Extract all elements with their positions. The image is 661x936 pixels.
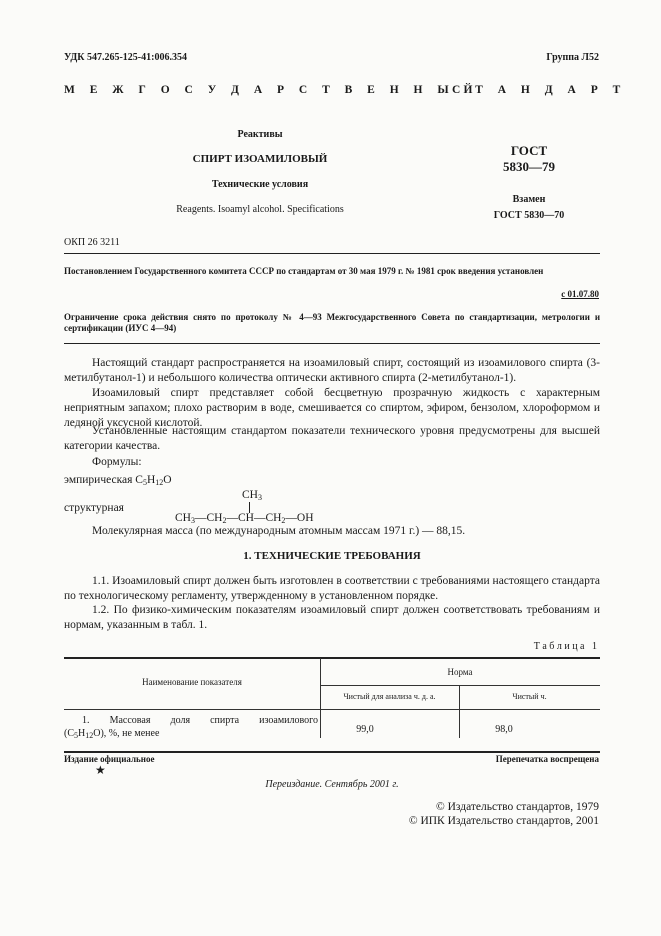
reissue-note: Переиздание. Сентябрь 2001 г. [265, 779, 399, 790]
table-row-1-value-2: 98,0 [495, 724, 513, 735]
decree-text: Постановлением Государственного комитета СССР по стандартам от 30 мая 1979 г. № 1981 срок введения установлен [64, 266, 544, 276]
document-subtitle: Технические условия [211, 179, 309, 190]
col-header-norm: Норма [447, 667, 473, 677]
document-title: СПИРТ ИЗОАМИЛОВЫЙ [192, 153, 328, 165]
paragraph-3: Установленные настоящим стандартом показатели технического уровня предусмотрены для высшей категории качества. [64, 425, 600, 452]
category-label: Реактивы [237, 129, 283, 140]
molar-mass: Молекулярная масса (по международным атомным массам 1971 г.) — 88,15. [92, 525, 466, 537]
table-top-rule [64, 657, 600, 659]
structural-ch3-top: $CH_3$ [242, 489, 262, 502]
udk-code: УДК 547.265-125-41:006.354 [64, 52, 187, 63]
group-code: Группа Л52 [546, 52, 599, 63]
col-header-name: Наименование показателя [142, 677, 242, 687]
clause-1-2: 1.2. По физико-химическим показателям изоамиловый спирт должен соответствовать требованиям и нормам, указанным в табл. 1. [64, 604, 600, 631]
banner-interstate: М Е Ж Г О С У Д А Р С Т В Е Н Н Ы Й [64, 84, 479, 96]
star-icon: ★ [95, 763, 106, 777]
paragraph-2: Изоамиловый спирт представляет собой бесцветную прозрачную жидкость с характерным неприятным запахом; плохо растворим в воде, смешивается со спиртом, эфиром, бензолом, хлороформом и ледяной уксусной кислотой. [64, 387, 600, 429]
okp-code: ОКП 26 3211 [64, 237, 120, 248]
copyright-1979: © Издательство стандартов, 1979 [435, 801, 599, 813]
banner-standard: С Т А Н Д А Р Т [452, 84, 627, 96]
table-caption: Т а б л и ц а 1 [533, 641, 597, 652]
copyright-2001: © ИПК Издательство стандартов, 2001 [408, 815, 599, 827]
clause-1-1: 1.1. Изоамиловый спирт должен быть изготовлен в соответствии с требованиями настоящего стандарта по технологическому регламенту, утвержденному в установленном порядке. [64, 575, 600, 602]
restriction-text: Ограничение срока действия снято по протоколу № 4—93 Межгосударственного Совета по стандартизации, метрологии и сертификации (ИУС 4—94) [64, 312, 600, 333]
replaces-label: Взамен [512, 194, 546, 205]
table-header-rule [64, 709, 600, 710]
paragraph-1: Настоящий стандарт распространяется на изоамиловый спирт, состоящий из изоамилового спирта (3-метилбутанол-1) и небольшого количества оптически активного спирта (2-метилбутанол-1). [64, 357, 600, 384]
gost-label: ГОСТ [510, 143, 548, 158]
divider-mid [64, 343, 600, 344]
formulas-label: Формулы: [92, 456, 142, 468]
table-row-1-value-1: 99,0 [356, 724, 374, 735]
empirical-formula: эмпирическая $C_5H_{12}O$ [64, 474, 172, 487]
table-row-1-name: 1. Массовая доля спирта изоамилового $(C_5H_{12}O)$, %, не менее [64, 715, 318, 740]
structural-chain: $CH_3—CH_2—CH—CH_2—OH$ [175, 512, 314, 525]
decree-date: с 01.07.80 [561, 289, 599, 299]
col-header-pure-analysis: Чистый для анализа ч. д. а. [343, 692, 436, 701]
gost-number: 5830—79 [503, 159, 555, 174]
divider-footer [64, 751, 600, 753]
official-edition: Издание официальное [64, 754, 155, 764]
section-heading: 1. ТЕХНИЧЕСКИЕ ТРЕБОВАНИЯ [243, 550, 421, 562]
col-header-pure: Чистый ч. [512, 692, 547, 701]
english-title: Reagents. Isoamyl alcohol. Specifications [176, 204, 344, 215]
table-norm-rule [320, 685, 600, 686]
divider-top [64, 253, 600, 254]
replaces-number: ГОСТ 5830—70 [493, 210, 565, 221]
reprint-prohibited: Перепечатка воспрещена [495, 754, 599, 764]
structural-label: структурная [64, 502, 124, 514]
